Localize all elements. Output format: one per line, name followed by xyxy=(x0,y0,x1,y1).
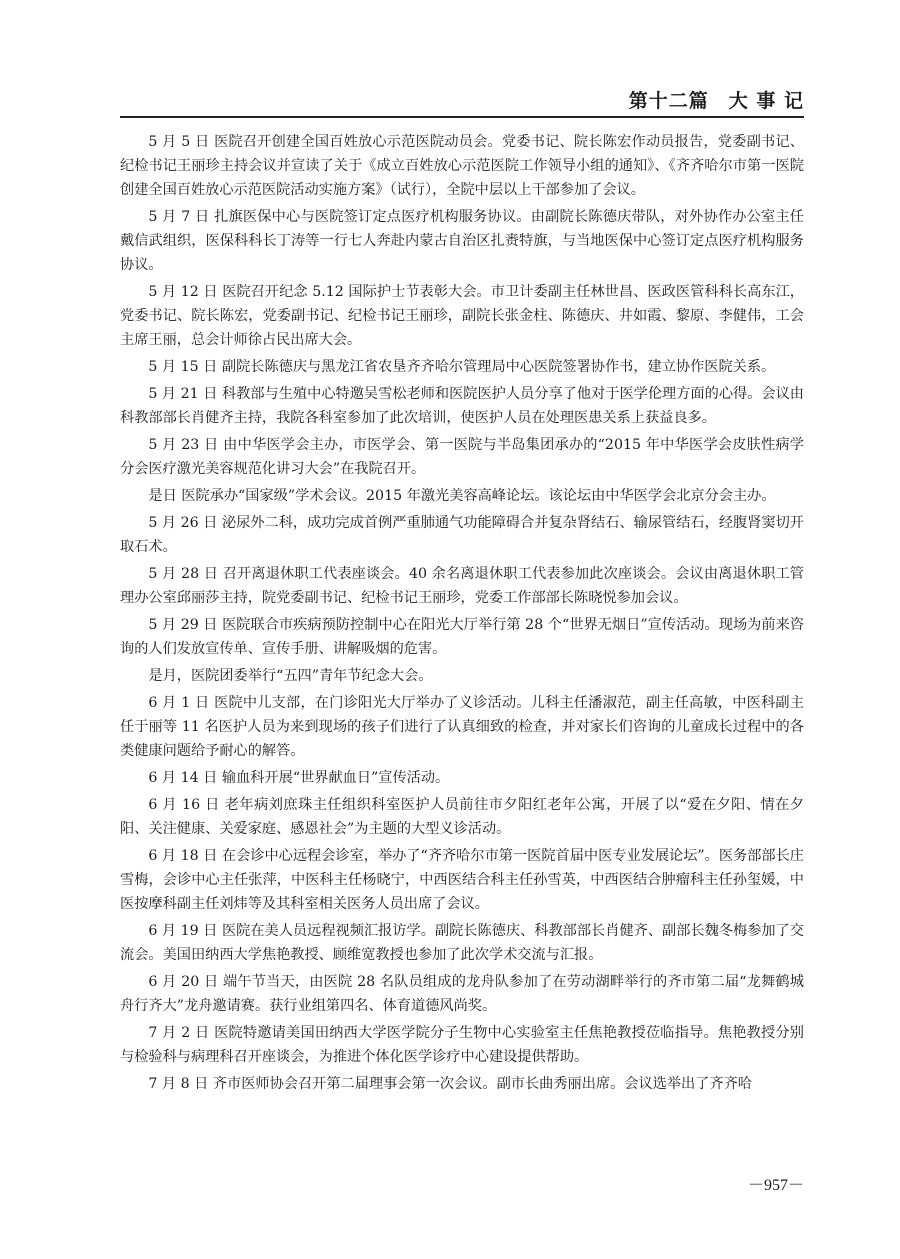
paragraph: 5 月 15 日 副院长陈德庆与黑龙江省农垦齐齐哈尔管理局中心医院签署协作书，建立协作医院关系。 xyxy=(148,359,776,375)
paragraph: 5 月 21 日 科教部与生殖中心特邀吴雪松老师和医院医护人员分享了他对于医学伦理方面的心得。会议由科教部部长肖健齐主持，我院各科室参加了此次培训，使医护人员在处理医患关系上获益良多。 xyxy=(120,386,804,426)
paragraph: 6 月 14 日 输血科开展“世界献血日”宣传活动。 xyxy=(148,770,450,786)
paragraph: 5 月 29 日 医院联合市疾病预防控制中心在阳光大厅举行第 28 个“世界无烟日”宣传活动。现场为前来咨询的人们发放宣传单、宣传手册、讲解吸烟的危害。 xyxy=(120,617,804,657)
paragraph: 6 月 16 日 老年病刘庶珠主任组织科室医护人员前往市夕阳红老年公寓，开展了以“爱在夕阳、情在夕阳、关注健康、关爱家庭、感恩社会”为主题的大型义诊活动。 xyxy=(120,797,804,837)
paragraph: 6 月 19 日 医院在美人员远程视频汇报访学。副院长陈德庆、科教部部长肖健齐、副部长魏冬梅参加了交流会。美国田纳西大学焦艳教授、顾维宽教授也参加了此次学术交流与汇报。 xyxy=(120,923,804,963)
paragraph: 7 月 2 日 医院特邀请美国田纳西大学医学院分子生物中心实验室主任焦艳教授莅临指导。焦艳教授分别与检验科与病理科召开座谈会，为推进个体化医学诊疗中心建设提供帮助。 xyxy=(120,1025,804,1065)
paragraph: 7 月 8 日 齐市医师协会召开第二届理事会第一次会议。副市长曲秀丽出席。会议选举出了齐齐哈 xyxy=(148,1076,752,1092)
paragraph: 5 月 26 日 泌尿外二科，成功完成首例严重肺通气功能障碍合并复杂肾结石、输尿管结石，经腹肾窦切开取石术。 xyxy=(120,515,804,555)
running-header: 第十二篇 大 事 记 xyxy=(628,90,804,112)
header-rule xyxy=(120,116,804,118)
paragraph: 5 月 7 日 扎旗医保中心与医院签订定点医疗机构服务协议。由副院长陈德庆带队，对外协作办公室主任戴信武组织，医保科科长丁涛等一行七人奔赴内蒙古自治区扎赉特旗，与当地医保中心签订定点医疗机构服务协议。 xyxy=(120,209,804,273)
page-number: －957－ xyxy=(747,1177,804,1194)
paragraph: 5 月 28 日 召开离退休职工代表座谈会。40 余名离退休职工代表参加此次座谈会。会议由离退休职工管理办公室邱丽莎主持，院党委副书记、纪检书记王丽珍，党委工作部部长陈晓悦参加会议。 xyxy=(120,566,804,606)
paragraph: 是日 医院承办“国家级”学术会议。2015 年激光美容高峰论坛。该论坛由中华医学会北京分会主办。 xyxy=(148,488,776,504)
paragraph: 6 月 20 日 端午节当天，由医院 28 名队员组成的龙舟队参加了在劳动湖畔举行的齐市第二届“龙舞鹤城 舟行齐大”龙舟邀请赛。获行业组第四名、体育道德风尚奖。 xyxy=(120,974,804,1014)
page-body xyxy=(120,130,804,1099)
paragraph: 5 月 12 日 医院召开纪念 5.12 国际护士节表彰大会。市卫计委副主任林世昌、医政医管科科长高东江，党委书记、院长陈宏，党委副书记、纪检书记王丽珍，副院长张金柱、陈德庆、井如霞、黎原、李健伟，工会主席王丽，总会计师徐占民出席大会。 xyxy=(120,284,804,348)
paragraph: 6 月 18 日 在会诊中心远程会诊室，举办了“齐齐哈尔市第一医院首届中医专业发展论坛”。医务部部长庄雪梅，会诊中心主任张萍，中医科主任杨晓宁，中西医结合科主任孙雪英，中西医结合肿瘤科主任孙玺媛，中医按摩科副主任刘炜等及其科室相关医务人员出席了会议。 xyxy=(120,848,804,912)
paragraph: 6 月 1 日 医院中儿支部，在门诊阳光大厅举办了义诊活动。儿科主任潘淑范，副主任高敏，中医科副主任于丽等 11 名医护人员为来到现场的孩子们进行了认真细致的检查，并对家长们咨询的儿童成长过程中的各类健康问题给予耐心的解答。 xyxy=(120,695,804,759)
paragraph: 是月，医院团委举行“五四”青年节纪念大会。 xyxy=(148,668,433,684)
paragraph: 5 月 23 日 由中华医学会主办，市医学会、第一医院与半岛集团承办的“2015 年中华医学会皮肤性病学分会医疗激光美容规范化讲习大会”在我院召开。 xyxy=(120,437,804,477)
paragraph: 5 月 5 日 医院召开创建全国百姓放心示范医院动员会。党委书记、院长陈宏作动员报告，党委副书记、纪检书记王丽珍主持会议并宣读了关于《成立百姓放心示范医院工作领导小组的通知》、《齐齐哈尔市第一医院创建全国百姓放心示范医院活动实施方案》（试行），全院中层以上干部参加了会议。 xyxy=(120,134,804,198)
